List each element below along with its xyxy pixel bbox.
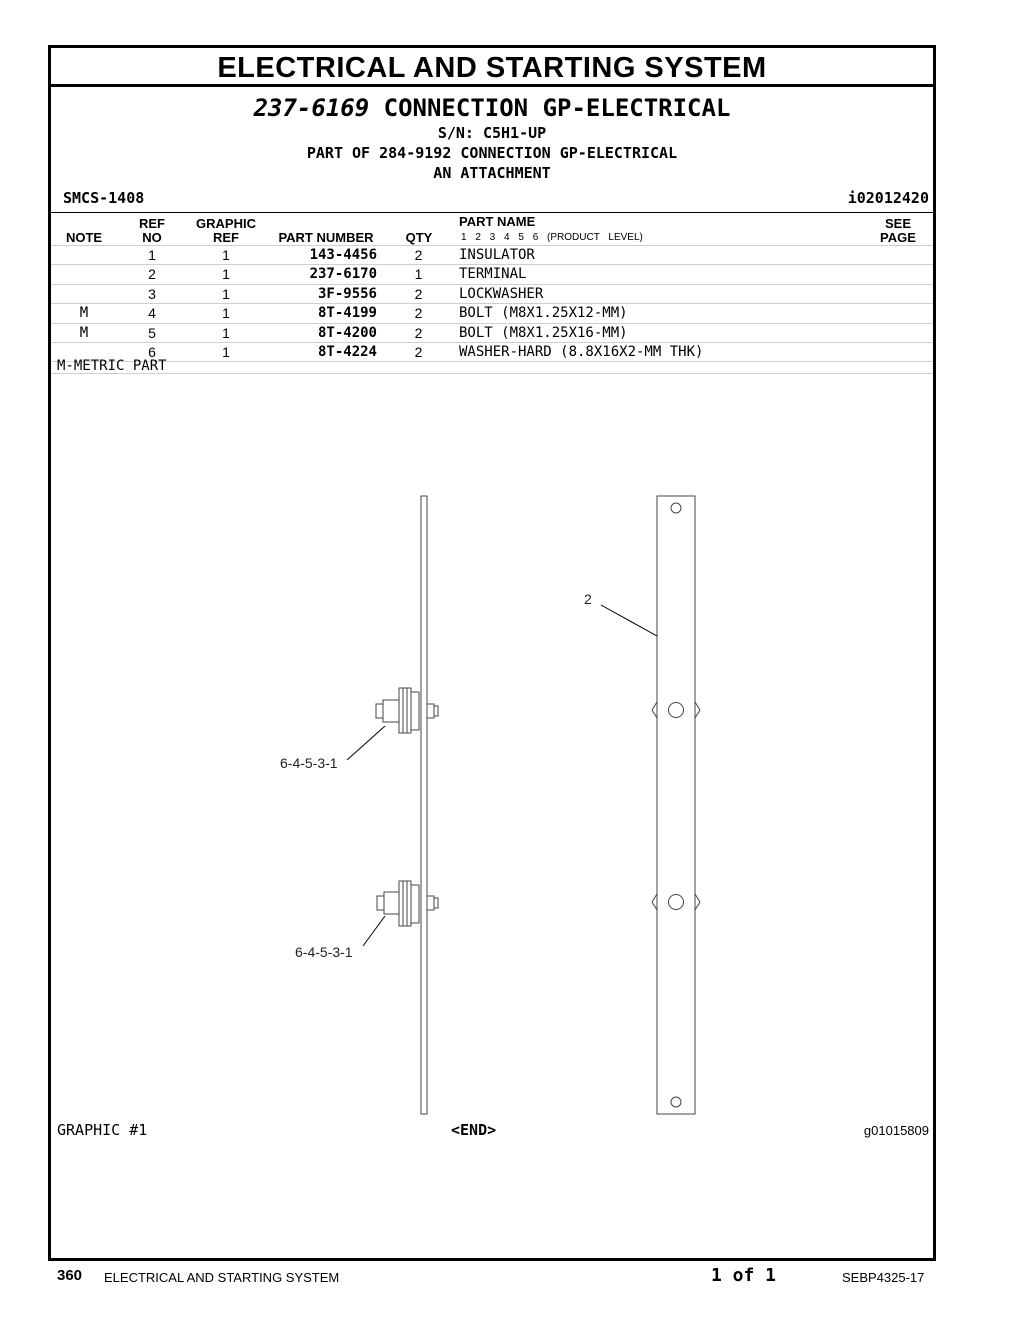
page-frame bbox=[48, 45, 936, 1261]
cell-part-name: INSULATOR bbox=[459, 247, 535, 263]
parts-illustration bbox=[51, 48, 933, 1258]
cell-graphic-ref: 1 bbox=[222, 324, 230, 341]
upper-insulator-assembly bbox=[376, 688, 438, 733]
cell-graphic-ref: 1 bbox=[222, 343, 230, 360]
cell-graphic-ref: 1 bbox=[222, 266, 230, 283]
cell-ref: 1 bbox=[148, 247, 156, 263]
header-part-number: PART NUMBER bbox=[278, 230, 374, 245]
callout-upper-assembly: 6-4-5-3-1 bbox=[280, 755, 338, 771]
leader-line-lower bbox=[363, 916, 385, 946]
part-of-line: PART OF 284-9192 CONNECTION GP-ELECTRICAL bbox=[306, 144, 678, 162]
cell-part-number: 8T-4200 bbox=[317, 324, 377, 341]
graphic-label: GRAPHIC #1 bbox=[57, 1121, 148, 1139]
cell-qty: 2 bbox=[414, 343, 423, 360]
footer-page-number: 360 bbox=[57, 1267, 83, 1284]
cell-qty: 1 bbox=[414, 266, 423, 283]
cell-qty: 2 bbox=[414, 305, 423, 322]
leader-line-terminal bbox=[601, 605, 657, 636]
header-part-name: PART NAME bbox=[459, 214, 536, 229]
group-number: 237-6169 bbox=[253, 94, 370, 122]
cell-ref: 3 bbox=[148, 285, 156, 302]
cell-qty: 2 bbox=[414, 247, 423, 263]
cell-graphic-ref: 1 bbox=[222, 305, 230, 322]
cell-part-number: 3F-9556 bbox=[317, 285, 377, 302]
cell-part-number: 8T-4199 bbox=[317, 305, 377, 322]
end-marker: <END> bbox=[451, 1121, 497, 1139]
cell-note: M bbox=[79, 324, 89, 341]
cell-part-name: TERMINAL bbox=[459, 266, 527, 283]
cell-ref: 5 bbox=[148, 324, 156, 341]
header-graphic-top: GRAPHIC bbox=[196, 216, 256, 231]
metric-footnote: M-METRIC PART bbox=[57, 358, 167, 374]
callout-lower-assembly: 6-4-5-3-1 bbox=[295, 944, 353, 960]
section-title: ELECTRICAL AND STARTING SYSTEM bbox=[51, 48, 933, 87]
cell-qty: 2 bbox=[414, 285, 423, 302]
cell-part-name: LOCKWASHER bbox=[459, 285, 544, 302]
footer-document-id: SEBP4325-17 bbox=[842, 1270, 925, 1285]
terminal-edge-view bbox=[421, 496, 427, 1114]
callout-terminal: 2 bbox=[584, 591, 592, 607]
cell-part-name: BOLT (M8X1.25X12-MM) bbox=[459, 305, 628, 322]
illustration-id: i02012420 bbox=[847, 189, 929, 207]
serial-number: S/N: C5H1-UP bbox=[437, 124, 547, 142]
header-graphic-bottom: REF bbox=[213, 230, 239, 245]
cell-part-number: 143-4456 bbox=[309, 247, 377, 263]
product-level-scale: 1 2 3 4 5 6 (PRODUCT LEVEL) bbox=[461, 232, 643, 243]
cell-graphic-ref: 1 bbox=[222, 247, 230, 263]
terminal-front-view bbox=[652, 496, 700, 1114]
smcs-code: SMCS-1408 bbox=[63, 189, 145, 207]
header-see-bottom: PAGE bbox=[880, 230, 916, 245]
footer-page-count: 1 of 1 bbox=[711, 1265, 777, 1286]
header-see-top: SEE bbox=[884, 216, 911, 231]
attachment-line: AN ATTACHMENT bbox=[433, 164, 551, 182]
cell-note: M bbox=[79, 305, 89, 322]
leader-line-upper bbox=[347, 726, 385, 760]
footer-section-title: ELECTRICAL AND STARTING SYSTEM bbox=[104, 1270, 340, 1285]
header-qty: QTY bbox=[405, 230, 433, 245]
cell-graphic-ref: 1 bbox=[222, 285, 230, 302]
group-name: CONNECTION GP-ELECTRICAL bbox=[383, 94, 731, 122]
header-ref-bottom: NO bbox=[142, 230, 162, 245]
header-note: NOTE bbox=[65, 230, 103, 245]
cell-ref: 6 bbox=[148, 343, 156, 360]
cell-part-name: BOLT (M8X1.25X16-MM) bbox=[459, 324, 628, 341]
cell-ref: 4 bbox=[148, 305, 156, 322]
cell-ref: 2 bbox=[148, 266, 156, 283]
graphic-id: g01015809 bbox=[863, 1123, 929, 1138]
header-ref-top: REF bbox=[139, 216, 165, 231]
cell-part-name: WASHER-HARD (8.8X16X2-MM THK) bbox=[459, 343, 704, 360]
cell-part-number: 237-6170 bbox=[309, 266, 377, 283]
cell-part-number: 8T-4224 bbox=[317, 343, 377, 360]
lower-insulator-assembly bbox=[377, 881, 438, 926]
cell-qty: 2 bbox=[414, 324, 423, 341]
